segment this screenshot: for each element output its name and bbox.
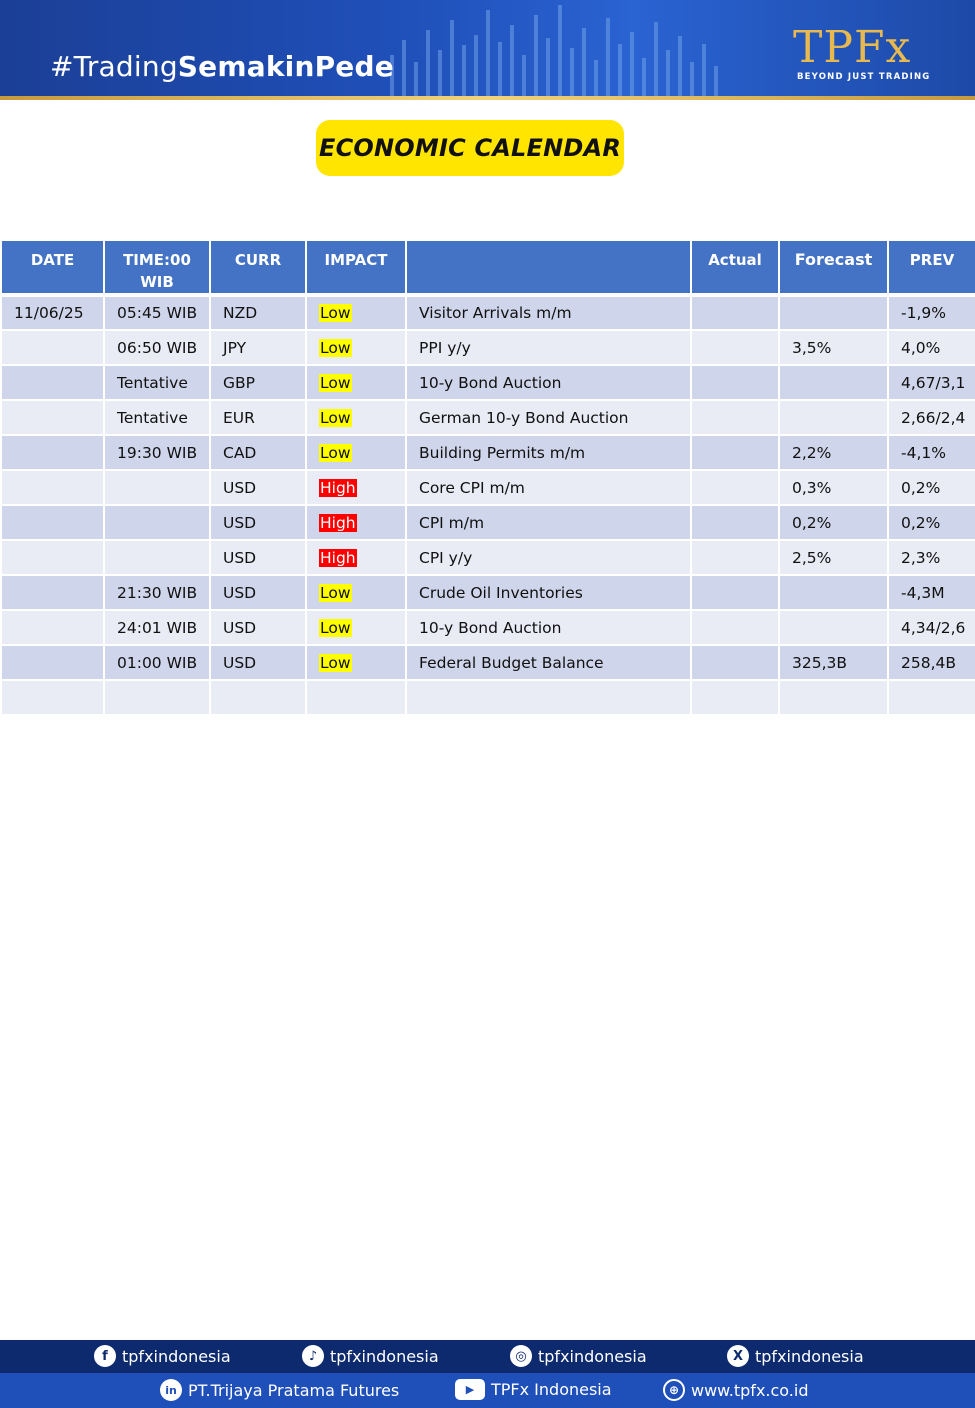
footer-facebook[interactable]	[94, 1345, 231, 1367]
cell-forecast: 2,5%	[779, 540, 888, 575]
cell-curr: EUR	[210, 400, 306, 435]
impact-badge: Low	[320, 583, 351, 602]
cell-forecast	[779, 400, 888, 435]
cell-time: 05:45 WIB	[104, 295, 210, 330]
cell-prev: 258,4B	[888, 645, 975, 680]
footer-linkedin[interactable]	[160, 1379, 399, 1401]
cell-actual	[691, 645, 779, 680]
cell-actual	[691, 365, 779, 400]
hashtag-prefix: #Trading	[50, 50, 178, 83]
footer-facebook-label: tpfxindonesia	[122, 1346, 231, 1366]
header-prev: PREV	[888, 240, 975, 295]
cell-forecast	[779, 680, 888, 715]
cell-event: German 10-y Bond Auction	[406, 400, 691, 435]
cell-forecast	[779, 365, 888, 400]
cell-curr: CAD	[210, 435, 306, 470]
impact-badge: High	[320, 548, 356, 567]
cell-forecast: 3,5%	[779, 330, 888, 365]
cell-actual	[691, 680, 779, 715]
table-row	[1, 330, 975, 365]
footer-tiktok-label: tpfxindonesia	[330, 1346, 439, 1366]
cell-curr: NZD	[210, 295, 306, 330]
cell-date	[1, 680, 104, 715]
cell-time	[104, 505, 210, 540]
cell-actual	[691, 505, 779, 540]
cell-prev: 4,67/3,1	[888, 365, 975, 400]
cell-prev: -4,3M	[888, 575, 975, 610]
impact-badge: Low	[320, 618, 351, 637]
gold-divider	[0, 96, 975, 100]
cell-forecast: 2,2%	[779, 435, 888, 470]
cell-impact	[306, 680, 406, 715]
hashtag-slogan	[50, 50, 394, 83]
header-time-line2: WIB	[140, 273, 174, 291]
cell-actual	[691, 540, 779, 575]
table-row	[1, 400, 975, 435]
cell-forecast	[779, 610, 888, 645]
cell-forecast: 325,3B	[779, 645, 888, 680]
cell-impact	[306, 435, 406, 470]
cell-curr	[210, 680, 306, 715]
cell-impact	[306, 575, 406, 610]
cell-date	[1, 505, 104, 540]
youtube-icon: ▶	[455, 1379, 485, 1400]
impact-badge: Low	[320, 408, 351, 427]
header-time	[104, 240, 210, 295]
tpfx-logo	[793, 22, 933, 82]
header-banner	[0, 0, 975, 100]
header-actual: Actual	[691, 240, 779, 295]
cell-date	[1, 540, 104, 575]
cell-actual	[691, 400, 779, 435]
cell-event: 10-y Bond Auction	[406, 365, 691, 400]
cell-actual	[691, 295, 779, 330]
impact-badge: Low	[320, 304, 351, 322]
cell-date	[1, 435, 104, 470]
header-curr: CURR	[210, 240, 306, 295]
cell-prev: 0,2%	[888, 505, 975, 540]
cell-prev: 4,0%	[888, 330, 975, 365]
cell-date	[1, 400, 104, 435]
table-row	[1, 680, 975, 715]
cell-prev: 0,2%	[888, 470, 975, 505]
linkedin-icon: in	[160, 1379, 182, 1401]
cell-event: PPI y/y	[406, 330, 691, 365]
cell-time: Tentative	[104, 365, 210, 400]
impact-badge: Low	[320, 653, 351, 672]
impact-badge: High	[320, 478, 356, 497]
cell-date	[1, 610, 104, 645]
table-row	[1, 470, 975, 505]
cell-time	[104, 540, 210, 575]
footer-social-bar	[0, 1340, 975, 1373]
impact-badge: Low	[320, 443, 351, 462]
impact-badge: Low	[320, 373, 351, 392]
table-row	[1, 575, 975, 610]
cell-actual	[691, 610, 779, 645]
footer-website[interactable]	[663, 1379, 808, 1401]
cell-curr: USD	[210, 610, 306, 645]
globe-icon: ⊕	[663, 1379, 685, 1401]
facebook-icon: f	[94, 1345, 116, 1367]
cell-curr: USD	[210, 505, 306, 540]
cell-impact	[306, 295, 406, 330]
cell-prev: -1,9%	[888, 295, 975, 330]
cell-event	[406, 680, 691, 715]
table-header-row	[1, 240, 975, 295]
cell-forecast: 0,3%	[779, 470, 888, 505]
footer-youtube[interactable]	[455, 1379, 612, 1400]
cell-forecast	[779, 295, 888, 330]
impact-badge: Low	[320, 338, 351, 357]
impact-badge	[319, 689, 321, 707]
cell-date	[1, 365, 104, 400]
economic-calendar-table	[0, 239, 975, 716]
table-row	[1, 295, 975, 330]
cell-forecast: 0,2%	[779, 505, 888, 540]
cell-impact	[306, 400, 406, 435]
cell-curr: USD	[210, 575, 306, 610]
cell-actual	[691, 435, 779, 470]
footer-tiktok[interactable]	[302, 1345, 439, 1367]
cell-curr: USD	[210, 470, 306, 505]
cell-curr: JPY	[210, 330, 306, 365]
cell-impact	[306, 610, 406, 645]
x-icon: X	[727, 1345, 749, 1367]
header-date: DATE	[1, 240, 104, 295]
cell-time: 06:50 WIB	[104, 330, 210, 365]
cell-curr: USD	[210, 645, 306, 680]
cell-actual	[691, 330, 779, 365]
footer-website-label: www.tpfx.co.id	[691, 1380, 809, 1400]
chart-bars-decoration	[380, 0, 780, 100]
table-body	[1, 295, 975, 715]
cell-time: 21:30 WIB	[104, 575, 210, 610]
cell-date	[1, 330, 104, 365]
cell-prev	[888, 680, 975, 715]
cell-prev: -4,1%	[888, 435, 975, 470]
cell-time: 24:01 WIB	[104, 610, 210, 645]
table-row	[1, 610, 975, 645]
header-event	[406, 240, 691, 295]
cell-time	[104, 470, 210, 505]
cell-prev: 2,3%	[888, 540, 975, 575]
header-impact: IMPACT	[306, 240, 406, 295]
cell-time	[104, 680, 210, 715]
header-forecast: Forecast	[779, 240, 888, 295]
cell-actual	[691, 470, 779, 505]
table-row	[1, 435, 975, 470]
footer-instagram-label: tpfxindonesia	[538, 1346, 647, 1366]
cell-impact	[306, 330, 406, 365]
cell-event: 10-y Bond Auction	[406, 610, 691, 645]
cell-date	[1, 575, 104, 610]
cell-impact	[306, 505, 406, 540]
logo-mark: TPFx	[793, 22, 912, 73]
cell-time: Tentative	[104, 400, 210, 435]
cell-impact	[306, 540, 406, 575]
cell-forecast	[779, 575, 888, 610]
cell-curr: GBP	[210, 365, 306, 400]
cell-event: Federal Budget Balance	[406, 645, 691, 680]
cell-date	[1, 645, 104, 680]
footer-instagram[interactable]	[510, 1345, 647, 1367]
cell-event: Crude Oil Inventories	[406, 575, 691, 610]
table-row	[1, 365, 975, 400]
cell-time: 19:30 WIB	[104, 435, 210, 470]
footer-linkedin-label: PT.Trijaya Pratama Futures	[188, 1380, 400, 1400]
cell-prev: 4,34/2,6	[888, 610, 975, 645]
footer-x-label: tpfxindonesia	[755, 1346, 864, 1366]
cell-event: Visitor Arrivals m/m	[406, 295, 691, 330]
cell-impact	[306, 470, 406, 505]
cell-actual	[691, 575, 779, 610]
footer-contact-bar	[0, 1373, 975, 1408]
tiktok-icon: ♪	[302, 1345, 324, 1367]
cell-date	[1, 470, 104, 505]
hashtag-bold: SemakinPede	[177, 50, 394, 83]
cell-event: Core CPI m/m	[406, 470, 691, 505]
cell-event: CPI y/y	[406, 540, 691, 575]
cell-curr: USD	[210, 540, 306, 575]
table-row	[1, 505, 975, 540]
footer-x[interactable]	[727, 1345, 864, 1367]
cell-event: CPI m/m	[406, 505, 691, 540]
cell-time: 01:00 WIB	[104, 645, 210, 680]
cell-event: Building Permits m/m	[406, 435, 691, 470]
page-title: ECONOMIC CALENDAR	[316, 120, 624, 176]
footer-youtube-label: TPFx Indonesia	[491, 1380, 612, 1399]
header-time-line1: TIME:00	[123, 251, 191, 269]
logo-tagline: BEYOND JUST TRADING	[797, 72, 931, 82]
cell-date: 11/06/25	[1, 295, 104, 330]
impact-badge: High	[320, 513, 356, 532]
cell-impact	[306, 365, 406, 400]
cell-impact	[306, 645, 406, 680]
cell-prev: 2,66/2,4	[888, 400, 975, 435]
table-row	[1, 540, 975, 575]
table-row	[1, 645, 975, 680]
instagram-icon: ◎	[510, 1345, 532, 1367]
